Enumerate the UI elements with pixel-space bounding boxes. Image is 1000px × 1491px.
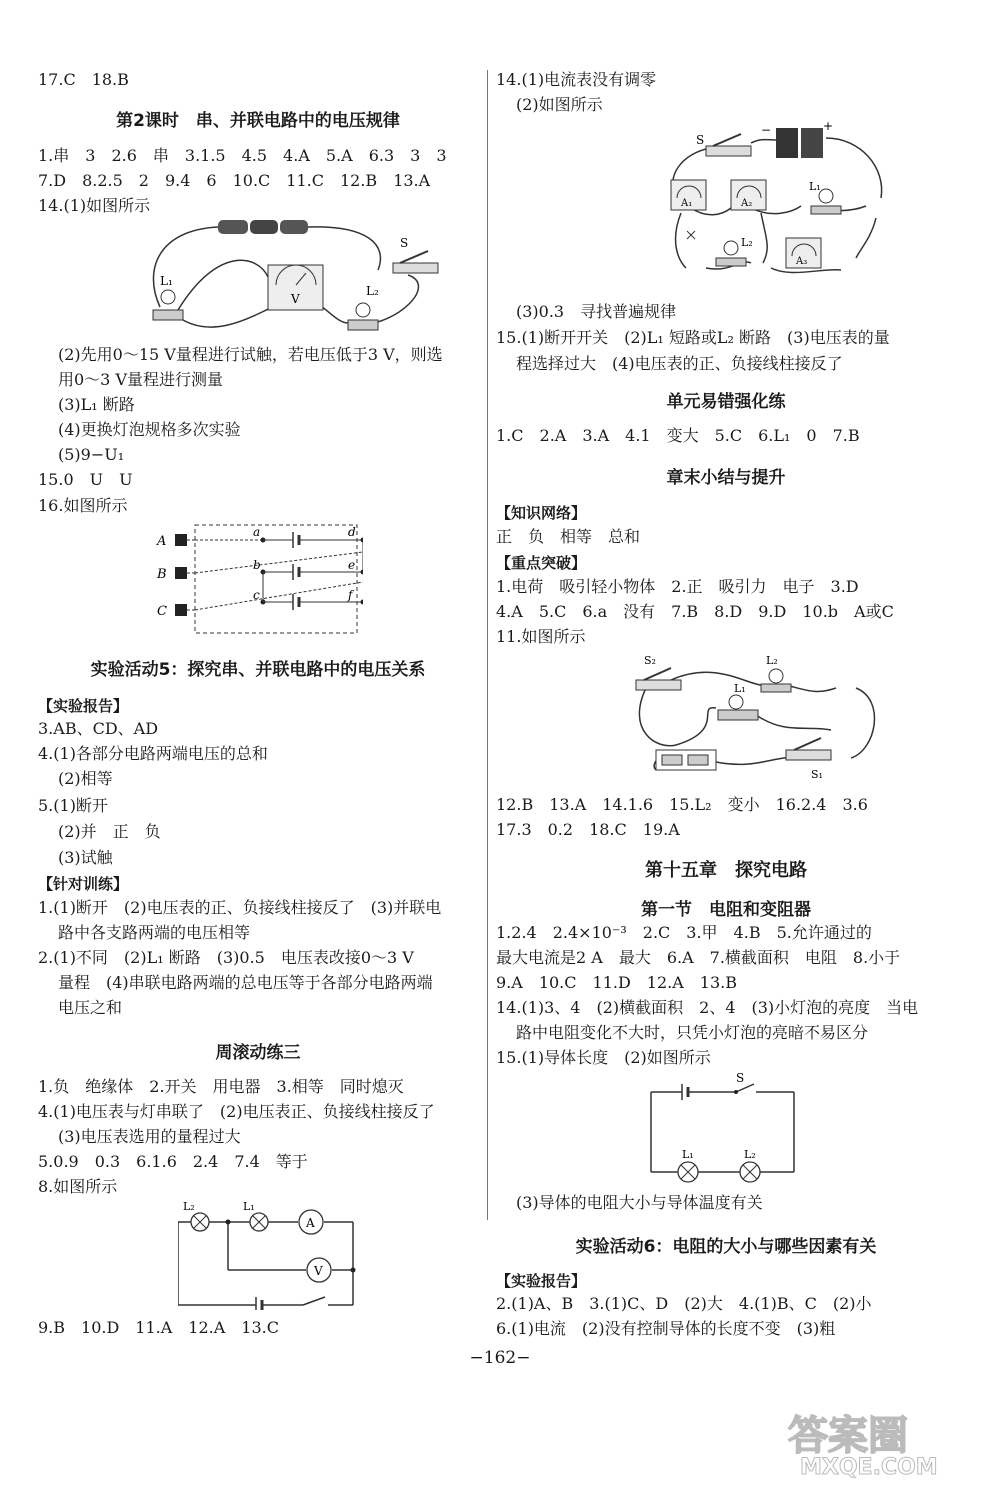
l2-label: L₂ — [741, 236, 753, 249]
tag-label: 【实验报告】 — [496, 1272, 587, 1290]
section-heading: 单元易错强化练 — [666, 392, 786, 412]
bulb-l2-icon — [348, 303, 378, 330]
watermark-logo — [778, 1404, 978, 1479]
l2-label: L₂ — [766, 654, 778, 667]
answer-line: 12.B 13.A 14.1.6 15.L₂ 变小 16.2.4 3.6 — [496, 795, 868, 814]
voltmeter-label: V — [314, 1264, 323, 1278]
label-d: d — [348, 525, 356, 539]
answer-line: 14.(1)如图所示 — [38, 196, 151, 215]
label-b: b — [253, 558, 261, 572]
terminal-b-icon — [175, 567, 187, 579]
plus-label: + — [823, 119, 834, 133]
l2-label: L₂ — [366, 284, 379, 298]
answer-line: 8.如图所示 — [38, 1177, 118, 1196]
chapter-heading: 第十五章 探究电路 — [645, 860, 807, 881]
switch-label: S — [736, 1072, 745, 1085]
answer-line: 9.A 10.C 11.D 12.A 13.B — [496, 973, 737, 992]
answer-line: 正 负 相等 总和 — [496, 527, 641, 546]
answer-line: 1.2.4 2.4×10⁻³ 2.C 3.甲 4.B 5.允许通过的 — [496, 923, 872, 942]
switch-label: S — [400, 236, 409, 250]
answer-line: (3)0.3 寻找普遍规律 — [516, 302, 677, 321]
watermark-small: MXQE.COM — [800, 1455, 938, 1479]
ammeter-label: A — [306, 1216, 315, 1230]
answer-line: (3)试触 — [58, 848, 113, 867]
label-e: e — [348, 558, 356, 572]
label-f: f — [348, 588, 353, 602]
answer-line: 1.(1)断开 (2)电压表的正、负接线柱接反了 (3)并联电 — [38, 898, 442, 917]
section-heading: 第2课时 串、并联电路中的电压规律 — [116, 111, 400, 131]
answer-line: 4.(1)各部分电路两端电压的总和 — [38, 744, 268, 763]
answer-line: 路中电阻变化不大时，只凭小灯泡的亮暗不易区分 — [516, 1023, 869, 1042]
a2-label: A₂ — [741, 198, 753, 209]
l1-label: L₁ — [809, 180, 821, 193]
lamp-l1-icon — [678, 1162, 698, 1182]
answer-line: 9.B 10.D 11.A 12.A 13.C — [38, 1318, 279, 1337]
answer-line: (2)相等 — [58, 769, 113, 788]
terminal-a-icon — [175, 534, 187, 546]
l1-label: L₁ — [243, 1200, 255, 1213]
voltmeter-label: V — [291, 292, 300, 306]
answer-line: 14.(1)3、4 (2)横截面积 2、4 (3)小灯泡的亮度 当电 — [496, 998, 919, 1017]
answer-line: 6.(1)电流 (2)没有控制导体的长度不变 (3)粗 — [496, 1319, 836, 1338]
answer-line: 3.AB、CD、AD — [38, 719, 159, 738]
answer-line: 2.(1)不同 (2)L₁ 断路 (3)0.5 电压表改接0～3 V — [38, 948, 414, 967]
two-switch-circuit-figure — [626, 650, 896, 785]
l2-label: L₂ — [744, 1148, 756, 1161]
label-c-cap: C — [157, 604, 167, 619]
tag-label: 【针对训练】 — [38, 875, 129, 893]
a1-label: A₁ — [681, 198, 693, 209]
watermark-big: 答案圈 — [788, 1413, 908, 1459]
answer-line: (3)L₁ 断路 — [58, 395, 135, 414]
column-divider — [487, 70, 488, 1220]
answer-line: 16.如图所示 — [38, 496, 128, 515]
label-a: a — [253, 525, 261, 539]
wiring-box-figure — [153, 522, 363, 637]
answer-line: 17.3 0.2 18.C 19.A — [496, 820, 680, 839]
answer-line: 5.(1)断开 — [38, 796, 108, 815]
voltmeter-circuit-figure — [138, 215, 458, 340]
answer-line: 路中各支路两端的电压相等 — [58, 923, 251, 942]
section-heading: 章末小结与提升 — [666, 468, 786, 488]
answer-line: 1.电荷 吸引轻小物体 2.正 吸引力 电子 3.D — [496, 577, 859, 596]
answer-line: (5)9−U₁ — [58, 445, 125, 464]
answer-line: 4.A 5.C 6.a 没有 7.B 8.D 9.D 10.b A或C — [496, 602, 894, 621]
bulb-l2-icon — [761, 669, 791, 692]
answer-line: 15.(1)导体长度 (2)如图所示 — [496, 1048, 711, 1067]
switch-s1-icon — [786, 738, 831, 760]
answer-line: 14.(1)电流表没有调零 — [496, 70, 657, 89]
answer-line: 4.(1)电压表与灯串联了 (2)电压表正、负接线柱接反了 — [38, 1102, 435, 1121]
section-heading: 第一节 电阻和变阻器 — [641, 900, 811, 920]
s1-label: S₁ — [811, 768, 823, 781]
switch-label: S — [696, 133, 705, 147]
tag-label: 【重点突破】 — [496, 554, 587, 572]
answer-line: (3)电压表选用的量程过大 — [58, 1127, 241, 1146]
answer-line: (2)先用0～15 V量程进行试触，若电压低于3 V，则选 — [58, 345, 443, 364]
ammeter-circuit-figure — [651, 118, 921, 288]
answer-line: (4)更换灯泡规格多次实验 — [58, 420, 241, 439]
l2-label: L₂ — [183, 1200, 195, 1213]
lamp-l1-icon — [250, 1213, 268, 1231]
a3-label: A₃ — [796, 256, 808, 267]
answer-line: 最大电流是2 A 最大 6.A 7.横截面积 电阻 8.小于 — [496, 948, 901, 967]
answer-line: 1.C 2.A 3.A 4.1 变大 5.C 6.L₁ 0 7.B — [496, 426, 860, 445]
bulb-l1-icon — [718, 695, 758, 720]
tag-label: 【知识网络】 — [496, 504, 587, 522]
answer-line: 5.0.9 0.3 6.1.6 2.4 7.4 等于 — [38, 1152, 308, 1171]
bulb-l1-icon — [153, 290, 183, 320]
s2-label: S₂ — [644, 654, 656, 667]
answer-line: (2)如图所示 — [516, 95, 603, 114]
answer-line: 电压之和 — [58, 998, 123, 1017]
label-c: c — [253, 588, 260, 602]
answer-line: 11.如图所示 — [496, 627, 586, 646]
cross-mark-icon — [687, 231, 695, 239]
answer-line: 1.负 绝缘体 2.开关 用电器 3.相等 同时熄灭 — [38, 1077, 404, 1096]
answer-line: 1.串 3 2.6 串 3.1.5 4.5 4.A 5.A 6.3 3 3 — [38, 146, 447, 165]
page-number: −162− — [469, 1348, 531, 1368]
section-heading: 实验活动5：探究串、并联电路中的电压关系 — [90, 660, 426, 680]
switch-icon — [706, 134, 751, 156]
l1-label: L₁ — [160, 274, 173, 288]
minus-label: − — [761, 123, 772, 137]
lamp-l2-icon — [191, 1213, 209, 1231]
l1-label: L₁ — [734, 682, 746, 695]
tag-label: 【实验报告】 — [38, 697, 129, 715]
label-b-cap: B — [157, 567, 167, 582]
label-a-cap: A — [157, 534, 167, 549]
series-circuit-figure — [178, 1200, 378, 1310]
l1-label: L₁ — [682, 1148, 694, 1161]
answer-line: (2)并 正 负 — [58, 822, 161, 841]
terminal-c-icon — [175, 604, 187, 616]
answer-line: 17.C 18.B — [38, 70, 129, 89]
section-heading: 周滚动练三 — [215, 1043, 301, 1063]
answer-line: 量程 (4)串联电路两端的总电压等于各部分电路两端 — [58, 973, 433, 992]
battery-icon — [776, 128, 823, 158]
switch-icon — [393, 251, 438, 273]
battery-holder-icon — [656, 750, 716, 770]
battery-pack-icon — [218, 220, 308, 234]
answer-line: 15.(1)断开开关 (2)L₁ 短路或L₂ 断路 (3)电压表的量 — [496, 328, 890, 347]
answer-line: 7.D 8.2.5 2 9.4 6 10.C 11.C 12.B 13.A — [38, 171, 431, 190]
answer-line: 程选择过大 (4)电压表的正、负接线柱接反了 — [516, 354, 843, 373]
two-lamp-circuit-figure — [646, 1072, 806, 1192]
answer-line: 用0～3 V量程进行测量 — [58, 370, 224, 389]
answer-line: (3)导体的电阻大小与导体温度有关 — [516, 1193, 763, 1212]
section-heading: 实验活动6：电阻的大小与哪些因素有关 — [575, 1237, 877, 1257]
answer-line: 15.0 U U — [38, 470, 133, 489]
lamp-l2-icon — [740, 1162, 760, 1182]
answer-line: 2.(1)A、B 3.(1)C、D (2)大 4.(1)B、C (2)小 — [496, 1294, 872, 1313]
